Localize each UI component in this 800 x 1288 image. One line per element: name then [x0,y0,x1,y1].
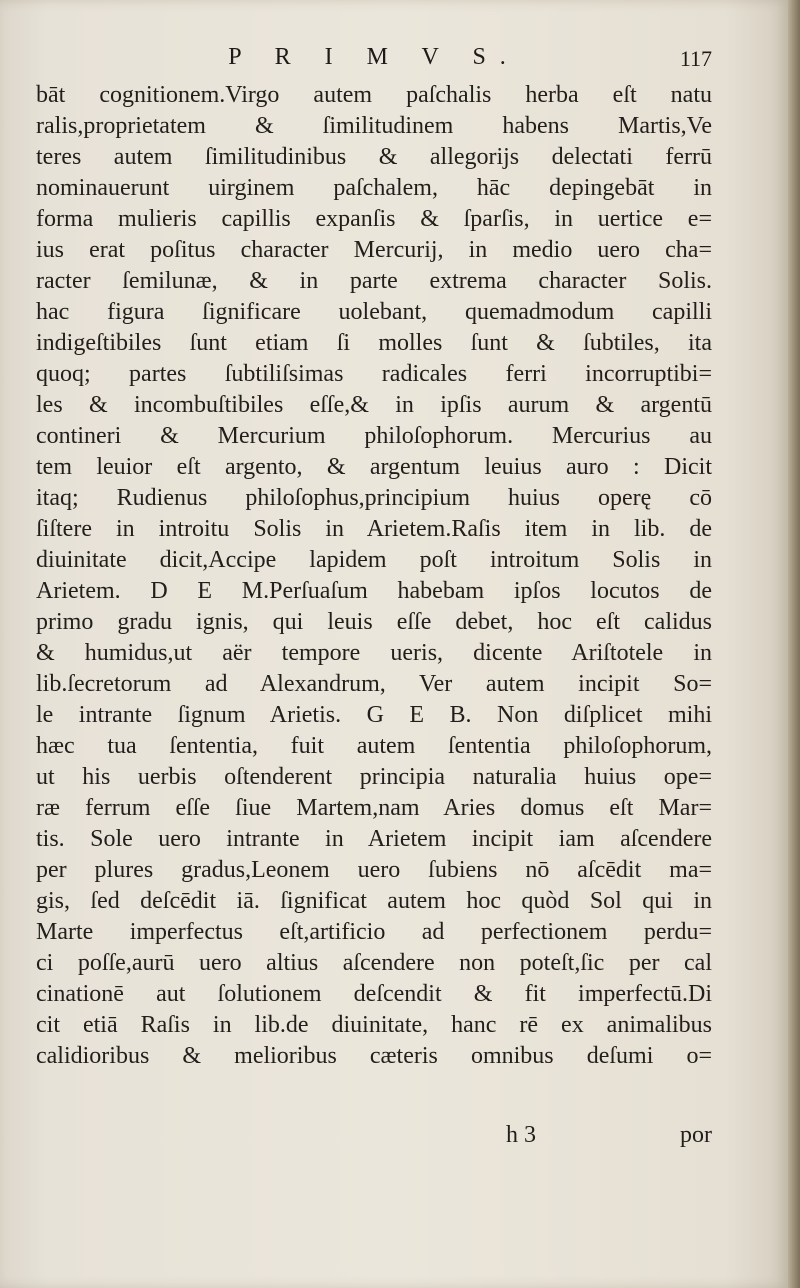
text-line: hac figura ſignificare uolebant, quemadmodum capilli [36,299,712,325]
text-line: Arietem. D E M.Perſuaſum habebam ipſos locutos de [36,578,712,604]
running-head: P R I M V S. [228,44,520,70]
text-line: contineri & Mercurium philoſophorum. Mercurius au [36,423,712,449]
page-header [36,44,712,84]
text-line: itaq; Rudienus philoſophus,principium huius operę cō [36,485,712,511]
text-line: ci poſſe,aurū uero altius aſcendere non poteſt,ſic per cal [36,950,712,976]
text-line: ſiſtere in introitu Solis in Arietem.Raſis item in lib. de [36,516,712,542]
text-line: lib.ſecretorum ad Alexandrum, Ver autem incipit So= [36,671,712,697]
text-line: cit etiā Raſis in lib.de diuinitate, hanc rē ex animalibus [36,1012,712,1038]
text-line: ut his uerbis oſtenderent principia naturalia huius ope= [36,764,712,790]
page-edge [788,0,800,1288]
catchword: por [680,1122,712,1148]
text-line: primo gradu ignis, qui leuis eſſe debet, hoc eſt calidus [36,609,712,635]
text-line: racter ſemilunæ, & in parte extrema character Solis. [36,268,712,294]
text-line: le intrante ſignum Arietis. G E B. Non diſplicet mihi [36,702,712,728]
signature-mark: h 3 [506,1122,536,1148]
text-line: les & incombuſtibiles eſſe,& in ipſis aurum & argentū [36,392,712,418]
text-line: calidioribus & melioribus cæteris omnibus deſumi o= [36,1043,712,1069]
body-text [36,80,712,1072]
text-line: quoq; partes ſubtiliſsimas radicales ferri incorruptibi= [36,361,712,387]
page-footer [36,1122,712,1153]
text-line: ræ ferrum eſſe ſiue Martem,nam Aries domus eſt Mar= [36,795,712,821]
text-line: forma mulieris capillis expanſis & ſparſis, in uertice e= [36,206,712,232]
text-line: cinationē aut ſolutionem deſcendit & fit imperfectū.Di [36,981,712,1007]
text-line: gis, ſed deſcēdit iā. ſignificat autem hoc quòd Sol qui in [36,888,712,914]
text-line: teres autem ſimilitudinibus & allegorĳs delectati ferrū [36,144,712,170]
text-line: tem leuior eſt argento, & argentum leuius auro : Dicit [36,454,712,480]
text-line: ralis,proprietatem & ſimilitudinem habens Martis,Ve [36,113,712,139]
text-line: Marte imperfectus eſt,artificio ad perfectionem perdu= [36,919,712,945]
text-line: hæc tua ſententia, fuit autem ſententia philoſophorum, [36,733,712,759]
text-line: & humidus,ut aër tempore ueris, dicente Ariſtotele in [36,640,712,666]
text-line: ius erat poſitus character Mercurĳ, in medio uero cha= [36,237,712,263]
page-number: 117 [679,46,712,71]
text-line: bāt cognitionem.Virgo autem paſchalis herba eſt natu [36,82,712,108]
text-line: diuinitate dicit,Accipe lapidem poſt introitum Solis in [36,547,712,573]
text-line: per plures gradus,Leonem uero ſubiens nō aſcēdit ma= [36,857,712,883]
text-line: indigeſtibiles ſunt etiam ſi molles ſunt & ſubtiles, ita [36,330,712,356]
text-line: nominauerunt uirginem paſchalem, hāc depingebāt in [36,175,712,201]
text-line: tis. Sole uero intrante in Arietem incipit iam aſcendere [36,826,712,852]
